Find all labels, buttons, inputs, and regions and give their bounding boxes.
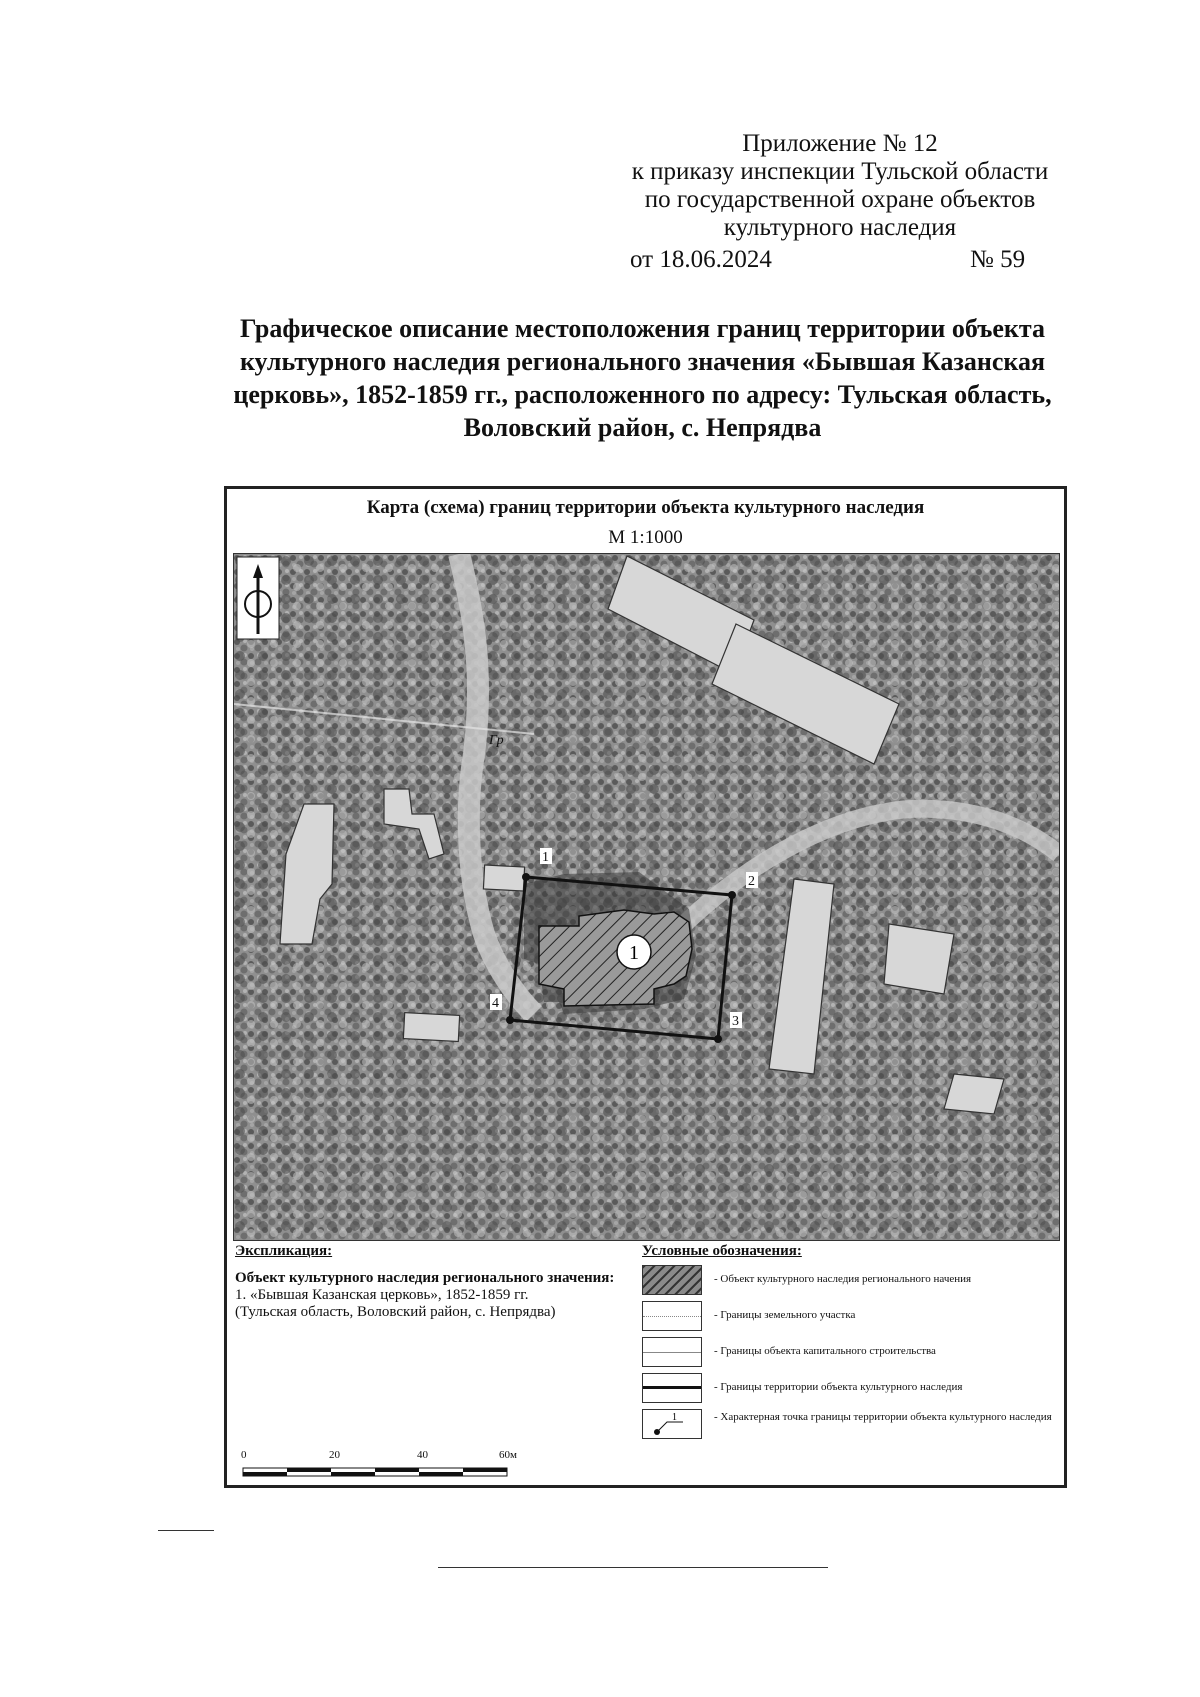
legend-label-land-plot: - Границы земельного участка (714, 1309, 856, 1321)
footnote-rule (158, 1530, 214, 1531)
order-date-line (630, 246, 1050, 274)
scale-tick-40: 40 (417, 1449, 428, 1461)
map-drawing (234, 554, 1059, 1240)
document-header (560, 130, 1120, 242)
order-reference: к приказу инспекции Тульской области (631, 158, 1049, 185)
legend-heading: Условные обозначения: (642, 1243, 802, 1259)
legend-row-point (642, 1409, 1062, 1441)
explication-item: 1. «Бывшая Казанская церковь», 1852-1859 гг. (235, 1287, 529, 1303)
legend-swatch-land-plot (642, 1301, 702, 1331)
north-arrow-icon (237, 557, 279, 639)
point-label-4: 4 (492, 996, 499, 1011)
legend-row-territory (642, 1373, 1062, 1405)
document-title: Графическое описание местоположения границ территории объекта культурного наследия регионального значения «Бывшая Казанская церковь», 1852-1859 гг., расположенного по адресу: Тульская область, Воловский район, с. Непрядва (233, 314, 1052, 442)
order-reference-3: культурного наследия (723, 214, 957, 241)
map-scale: М 1:1000 (608, 527, 683, 548)
legend-swatch-territory (642, 1373, 702, 1403)
legend-point-number: 1 (672, 1412, 677, 1423)
explication (235, 1243, 625, 1321)
legend-label-building: - Границы объекта капитального строительства (714, 1345, 936, 1357)
map-frame (224, 486, 1067, 1488)
explication-item-address: (Тульская область, Воловский район, с. Непрядва) (235, 1304, 556, 1320)
scale-bar (241, 1449, 517, 1479)
order-reference-2: по государственной охране объектов (644, 186, 1036, 213)
point-label-1: 1 (542, 850, 549, 865)
legend-row-land-plot (642, 1301, 1062, 1333)
legend-swatch-building (642, 1337, 702, 1367)
scale-tick-60: 60м (499, 1449, 517, 1461)
legend (642, 1243, 1067, 1423)
legend-swatch-point (642, 1409, 702, 1439)
legend-row-object (642, 1265, 1062, 1297)
bottom-rule (438, 1567, 828, 1568)
point-label-3: 3 (732, 1014, 739, 1029)
object-number: 1 (629, 942, 639, 964)
explication-heading: Экспликация: (235, 1243, 333, 1259)
order-date: от 18.06.2024 (630, 246, 772, 273)
map-title: Карта (схема) границ территории объекта культурного наследия (366, 497, 925, 518)
legend-label-object: - Объект культурного наследия регионального начения (714, 1273, 972, 1285)
legend-label-territory: - Границы территории объекта культурного наследия (714, 1381, 963, 1393)
legend-swatch-hatched (642, 1265, 702, 1295)
legend-row-building (642, 1337, 1062, 1369)
explication-subheading: Объект культурного наследия регионального значения: (235, 1270, 615, 1286)
aerial-map (233, 553, 1060, 1241)
scale-bar-graphic (241, 1465, 511, 1479)
point-label-2: 2 (748, 874, 755, 889)
appendix-number: Приложение № 12 (742, 130, 938, 157)
scale-tick-20: 20 (329, 1449, 340, 1461)
legend-label-point: - Характерная точка границы территории объекта культурного наследия (714, 1411, 1052, 1423)
scale-tick-0: 0 (241, 1449, 247, 1461)
road-label: Гр (489, 733, 504, 748)
order-number: № 59 (970, 246, 1026, 273)
